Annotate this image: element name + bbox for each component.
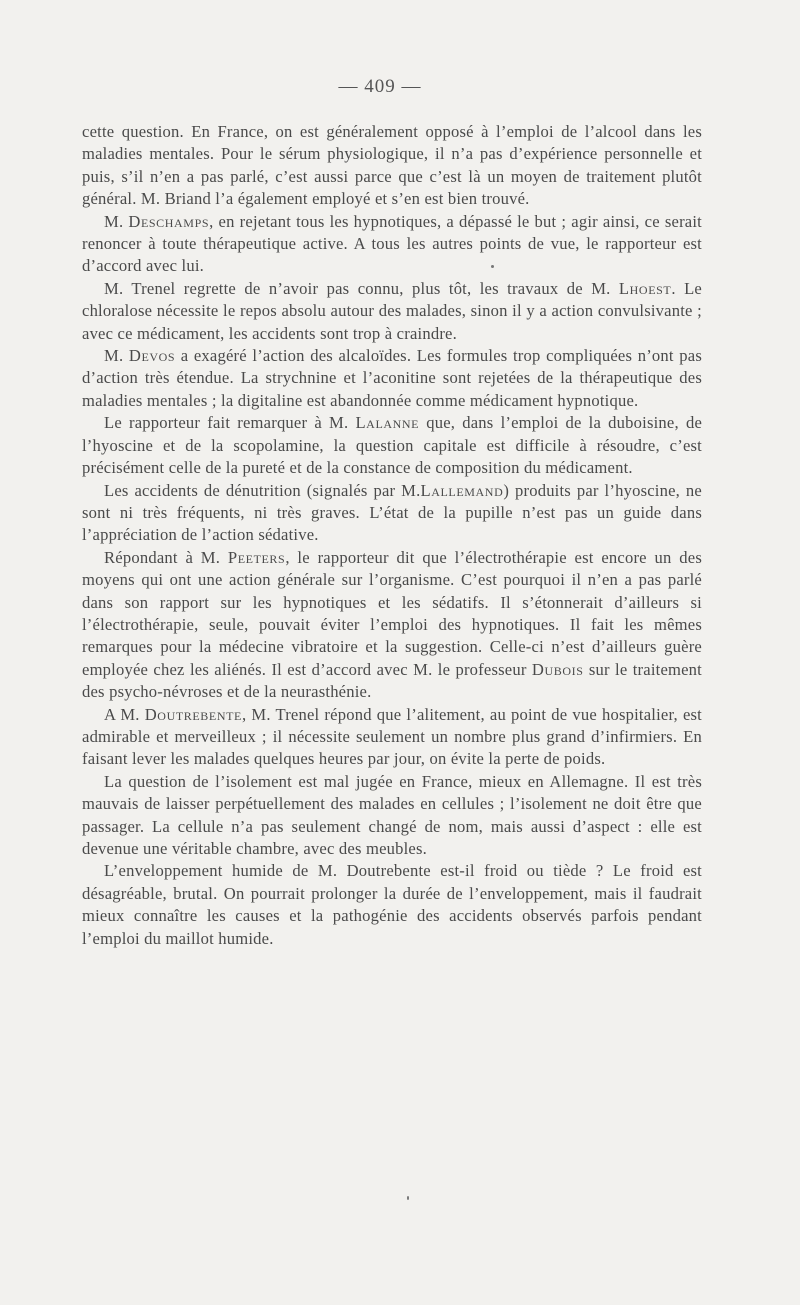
page-number: — 409 —: [338, 76, 422, 97]
person-name: Lallemand: [420, 480, 504, 500]
paragraph: [82, 345, 702, 412]
text-run: a exagéré l’action des alcaloïdes. Les formules trop compliquées n’ont pas d’action très étendue. La strychnine et l’aconitine sont rejetées de la thérapeutique des maladies mentales ; la digitaline est abandonnée comme médicament hypnotique.: [82, 346, 702, 410]
person-name: Lhoest: [618, 278, 672, 298]
paragraph: [82, 547, 702, 704]
text-run: M.: [104, 346, 129, 366]
text-run: cette question. En France, on est généralement opposé à l’emploi de l’alcool dans les maladies mentales. Pour le sérum physiologique, il n’a pas d’expérience personnelle et puis, s’il n’en a pas parlé, c’est aussi parce que c’est là un moyen de traitement plutôt général. M. Briand l’a également employé et s’en est bien trouvé.: [82, 122, 702, 209]
person-name: Lalanne: [355, 413, 420, 433]
text-run: Le rapporteur fait remarquer à M.: [104, 413, 356, 433]
ink-speck: [491, 265, 494, 268]
text-run: A M.: [104, 704, 145, 724]
text-run: sur le traitement des psycho-névroses et de la neurasthénie.: [82, 659, 702, 702]
text-run: Les accidents de dénutrition (signalés par M.: [104, 480, 421, 500]
text-run: ) produits par l’hyoscine, ne sont ni très fréquents, ni très graves. L’état de la pupille n’est pas un guide dans l’appréciation de l’action sédative.: [82, 480, 702, 545]
paragraph: [82, 412, 702, 479]
paragraph: [82, 121, 702, 211]
paragraph: [82, 860, 702, 950]
body-text: [82, 121, 702, 950]
paragraph: [82, 480, 702, 547]
text-run: L’enveloppement humide de M. Doutrebente est-il froid ou tiède ? Le froid est désagréable, brutal. On pourrait prolonger la durée de l’enveloppement, mais il faudrait mieux connaître les causes et la pathogénie des accidents observés parfois pendant l’emploi du maillot humide.: [82, 861, 702, 948]
person-name: Dubois: [531, 659, 584, 679]
text-run: M.: [104, 211, 129, 231]
ink-speck: [407, 1196, 409, 1200]
person-name: Peeters: [227, 547, 286, 567]
person-name: Doutrebente: [144, 704, 242, 724]
paragraph: [82, 771, 702, 861]
text-run: M. Trenel regrette de n’avoir pas connu, plus tôt, les travaux de M.: [104, 278, 619, 298]
text-run: que, dans l’emploi de la duboisine, de l’hyoscine et de la scopolamine, la question capitale est difficile à résoudre, c’est précisément celle de la pureté et de la constance de composition du médicament.: [82, 413, 703, 478]
paragraph: [82, 278, 702, 345]
paragraph: [82, 211, 702, 278]
person-name: Devos: [128, 346, 176, 366]
paragraph: [82, 704, 702, 771]
text-run: La question de l’isolement est mal jugée en France, mieux en Allemagne. Il est très mauvais de laisser perpétuellement des malades en cellules ; l’isolement ne doit être que passager. La cellule n’a pas seulement changé de nom, mais aussi d’aspect : elle est devenue une véritable chambre, avec des meubles.: [82, 771, 702, 858]
text-run: Répondant à M.: [104, 547, 228, 567]
text-run: , en rejetant tous les hypnotiques, a dépassé le but ; agir ainsi, ce serait renoncer à toute thérapeutique active. A tous les autres points de vue, le rapporteur est d’accord avec lui.: [82, 211, 702, 276]
text-run: , le rapporteur dit que l’électrothérapie est encore un des moyens qui ont une action générale sur l’organisme. C’est pourquoi il n’en a pas parlé dans son rapport sur les hypnotiques et les sédatifs. Il s’étonnerait d’ailleurs si l’électrothérapie, seule, pouvait éviter l’emploi des hypnotiques. Il fait les mêmes remarques pour la médecine vibratoire et la suggestion. Celle-ci n’est d’ailleurs guère employée chez les aliénés. Il est d’accord avec M. le professeur: [82, 547, 702, 679]
person-name: Deschamps: [128, 211, 210, 231]
text-run: . Le chloralose nécessite le repos absolu autour des malades, sinon il y a action convulsivante ; avec ce médicament, les accidents sont trop à craindre.: [82, 278, 702, 343]
text-run: , M. Trenel répond que l’alitement, au point de vue hospitalier, est admirable et merveilleux ; il nécessite seulement un nombre plus grand d’infirmiers. En faisant lever les malades quelques heures par jour, on évite la perte de poids.: [82, 704, 702, 769]
